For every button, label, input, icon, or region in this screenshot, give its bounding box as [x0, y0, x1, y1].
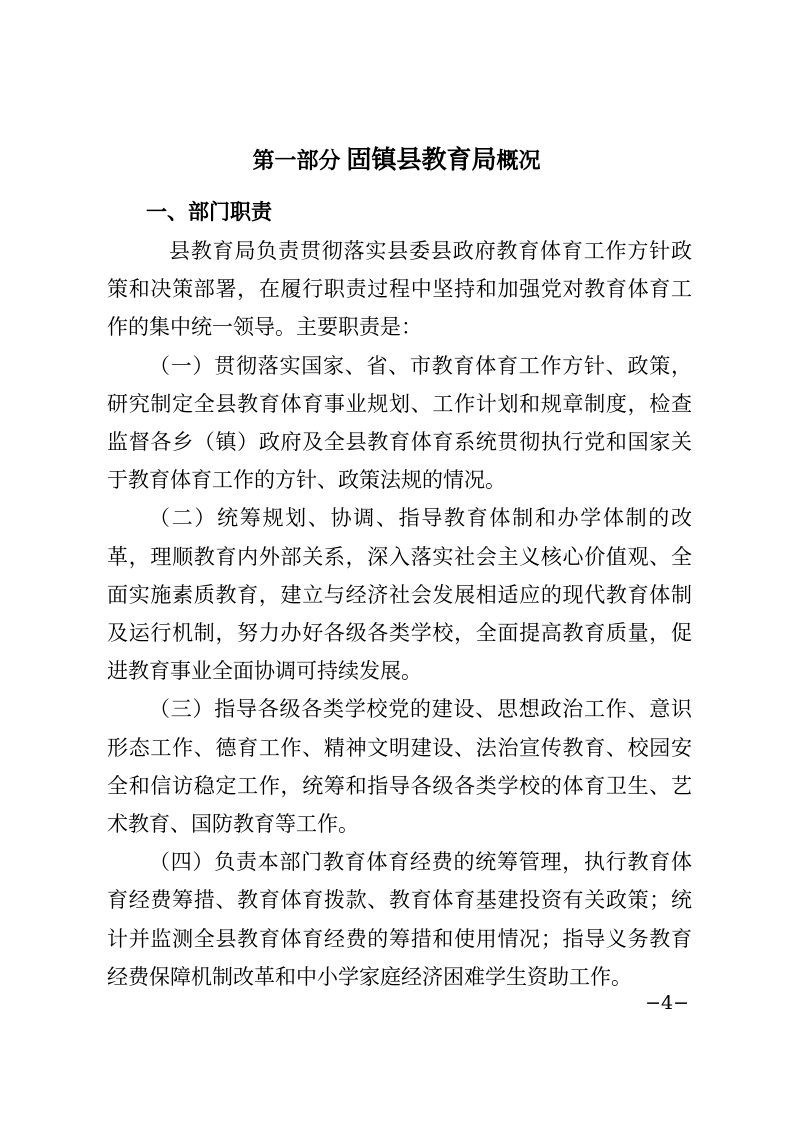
paragraph-duty-2: （二）统筹规划、协调、指导教育体制和办学体制的改革，理顺教育内外部关系，深入落实社会主义核心价值观、全面实施素质教育，建立与经济社会发展相适应的现代教育体制及运行机制，努力办好各级各类学校，全面提高教育质量，促进教育事业全面协调可持续发展。 — [107, 506, 692, 684]
section-heading: 一、部门职责 — [146, 200, 272, 224]
paragraph-intro: 县教育局负责贯彻落实县委县政府教育体育工作方针政策和决策部署，在履行职责过程中坚持和加强党对教育体育工作的集中统一领导。主要职责是： — [107, 239, 692, 340]
paragraph-duty-4: （四）负责本部门教育体育经费的统筹管理，执行教育体育经费筹措、教育体育拨款、教育体育基建投资有关政策；统计并监测全县教育体育经费的筹措和使用情况；指导义务教育经费保障机制改革和中小学家庭经济困难学生资助工作。 — [107, 850, 692, 989]
title-suffix: 概况 — [496, 149, 541, 174]
paragraph-duty-3: （三）指导各级各类学校党的建设、思想政治工作、意识形态工作、德育工作、精神文明建设、法治宣传教育、校园安全和信访稳定工作，统筹和指导各级各类学校的体育卫生、艺术教育、国防教育等工作。 — [107, 697, 692, 837]
page-title — [0, 142, 793, 180]
page-number: −4− — [645, 992, 689, 1014]
title-part: 第一部分 — [252, 149, 341, 174]
title-organization: 固镇县教育局 — [346, 145, 497, 174]
paragraph-duty-1: （一）贯彻落实国家、省、市教育体育工作方针、政策，研究制定全县教育体育事业规划、工作计划和规章制度，检查监督各乡（镇）政府及全县教育体育系统贯彻执行党和国家关于教育体育工作的方针、政策法规的情况。 — [107, 353, 692, 493]
body-text — [107, 232, 692, 996]
